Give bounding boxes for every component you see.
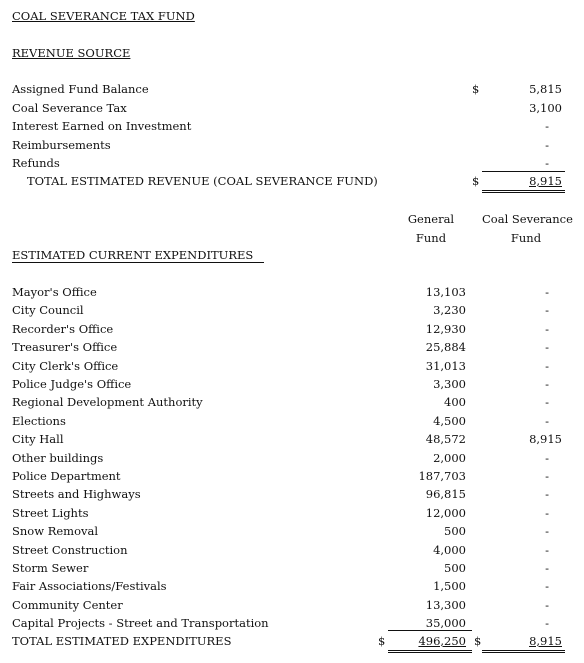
expenditure-row-general: 96,815 <box>425 487 466 501</box>
expenditure-row-label: Recorder's Office <box>12 322 114 336</box>
column-header-general-line1: General <box>407 212 455 226</box>
expenditure-total-coal-currency: $ <box>474 634 482 648</box>
expenditure-row-general: 3,230 <box>433 303 466 317</box>
expenditure-row-general: 1,500 <box>433 579 466 593</box>
expenditure-row-label: Mayor's Office <box>12 285 97 299</box>
expenditure-row-label: Regional Development Authority <box>12 395 203 409</box>
revenue-row-amount: 3,100 <box>529 101 562 115</box>
revenue-row-amount: 5,815 <box>529 82 562 96</box>
expenditure-row-label: Police Department <box>12 469 121 483</box>
revenue-total-double-rule-2 <box>482 192 565 193</box>
expenditures-heading-rule <box>12 262 264 263</box>
revenue-row-amount: - <box>545 138 549 152</box>
expenditure-row-coal: - <box>545 487 549 501</box>
expenditure-row-label: Capital Projects - Street and Transportation <box>12 616 269 630</box>
column-header-general-line2: Fund <box>415 231 447 245</box>
revenue-row-label: Reimbursements <box>12 138 111 152</box>
expenditure-total-label: TOTAL ESTIMATED EXPENDITURES <box>12 634 232 648</box>
expenditure-row-general: 31,013 <box>425 359 466 373</box>
expenditure-row-coal: - <box>545 340 549 354</box>
expenditure-row-coal: - <box>545 377 549 391</box>
expenditure-row-general: 12,000 <box>425 506 466 520</box>
expenditure-row-coal: - <box>545 451 549 465</box>
expenditure-total-general-currency: $ <box>378 634 386 648</box>
column-header-coal-line2: Fund <box>510 231 542 245</box>
revenue-heading: REVENUE SOURCE <box>12 46 131 60</box>
expenditure-row-label: Community Center <box>12 598 123 612</box>
revenue-total-top-rule <box>482 171 565 172</box>
revenue-row-label: Refunds <box>12 156 60 170</box>
expenditure-row-label: City Council <box>12 303 84 317</box>
expenditure-total-general: 496,250 <box>418 634 466 648</box>
column-header-coal-line1: Coal Severance <box>482 212 573 226</box>
revenue-row-amount: - <box>545 119 549 133</box>
expenditure-row-coal: - <box>545 322 549 336</box>
expenditure-row-general: 48,572 <box>425 432 466 446</box>
expenditure-row-general: 500 <box>444 561 466 575</box>
expenditure-row-coal: - <box>545 303 549 317</box>
expenditure-coal-double-rule-1 <box>482 650 565 651</box>
expenditure-row-coal: - <box>545 506 549 520</box>
expenditure-row-general: 12,930 <box>425 322 466 336</box>
expenditure-row-general: 25,884 <box>425 340 466 354</box>
revenue-total-label: TOTAL ESTIMATED REVENUE (COAL SEVERANCE FUND) <box>27 174 378 188</box>
fund-title: COAL SEVERANCE TAX FUND <box>12 9 195 23</box>
expenditure-row-label: Streets and Highways <box>12 487 141 501</box>
expenditure-general-double-rule-2 <box>388 652 472 653</box>
expenditure-row-general: 187,703 <box>418 469 466 483</box>
expenditure-row-label: City Clerk's Office <box>12 359 119 373</box>
revenue-row-label: Assigned Fund Balance <box>12 82 149 96</box>
expenditure-row-general: 13,103 <box>425 285 466 299</box>
expenditure-row-coal: 8,915 <box>529 432 562 446</box>
expenditure-row-coal: - <box>545 579 549 593</box>
expenditure-row-general: 13,300 <box>425 598 466 612</box>
expenditure-row-general: 35,000 <box>425 616 466 630</box>
expenditure-row-general: 3,300 <box>433 377 466 391</box>
expenditure-row-coal: - <box>545 285 549 299</box>
expenditure-row-label: Police Judge's Office <box>12 377 132 391</box>
revenue-row-amount: - <box>545 156 549 170</box>
revenue-total-double-rule-1 <box>482 190 565 191</box>
expenditure-coal-double-rule-2 <box>482 652 565 653</box>
expenditure-general-double-rule-1 <box>388 650 472 651</box>
expenditure-row-general: 2,000 <box>433 451 466 465</box>
revenue-currency-symbol: $ <box>472 82 480 96</box>
expenditure-row-label: Other buildings <box>12 451 104 465</box>
revenue-row-label: Coal Severance Tax <box>12 101 127 115</box>
expenditure-row-label: Storm Sewer <box>12 561 89 575</box>
expenditure-row-label: Fair Associations/Festivals <box>12 579 167 593</box>
expenditure-row-coal: - <box>545 469 549 483</box>
expenditure-row-label: City Hall <box>12 432 64 446</box>
expenditure-row-label: Snow Removal <box>12 524 99 538</box>
expenditure-row-label: Street Lights <box>12 506 89 520</box>
expenditure-row-label: Elections <box>12 414 66 428</box>
expenditure-row-coal: - <box>545 395 549 409</box>
expenditure-row-coal: - <box>545 524 549 538</box>
expenditures-heading: ESTIMATED CURRENT EXPENDITURES <box>12 248 254 262</box>
revenue-total-amount: 8,915 <box>529 174 562 188</box>
expenditure-row-coal: - <box>545 414 549 428</box>
expenditure-row-general: 4,500 <box>433 414 466 428</box>
expenditure-general-total-rule <box>388 630 472 631</box>
expenditure-row-coal: - <box>545 616 549 630</box>
expenditure-row-general: 500 <box>444 524 466 538</box>
expenditure-total-coal: 8,915 <box>529 634 562 648</box>
expenditure-row-general: 400 <box>444 395 466 409</box>
expenditure-row-coal: - <box>545 598 549 612</box>
expenditure-row-general: 4,000 <box>433 543 466 557</box>
revenue-row-label: Interest Earned on Investment <box>12 119 192 133</box>
expenditure-row-label: Street Construction <box>12 543 128 557</box>
expenditure-row-coal: - <box>545 561 549 575</box>
expenditure-row-coal: - <box>545 359 549 373</box>
revenue-total-currency: $ <box>472 174 480 188</box>
expenditure-row-coal: - <box>545 543 549 557</box>
expenditure-row-label: Treasurer's Office <box>12 340 118 354</box>
